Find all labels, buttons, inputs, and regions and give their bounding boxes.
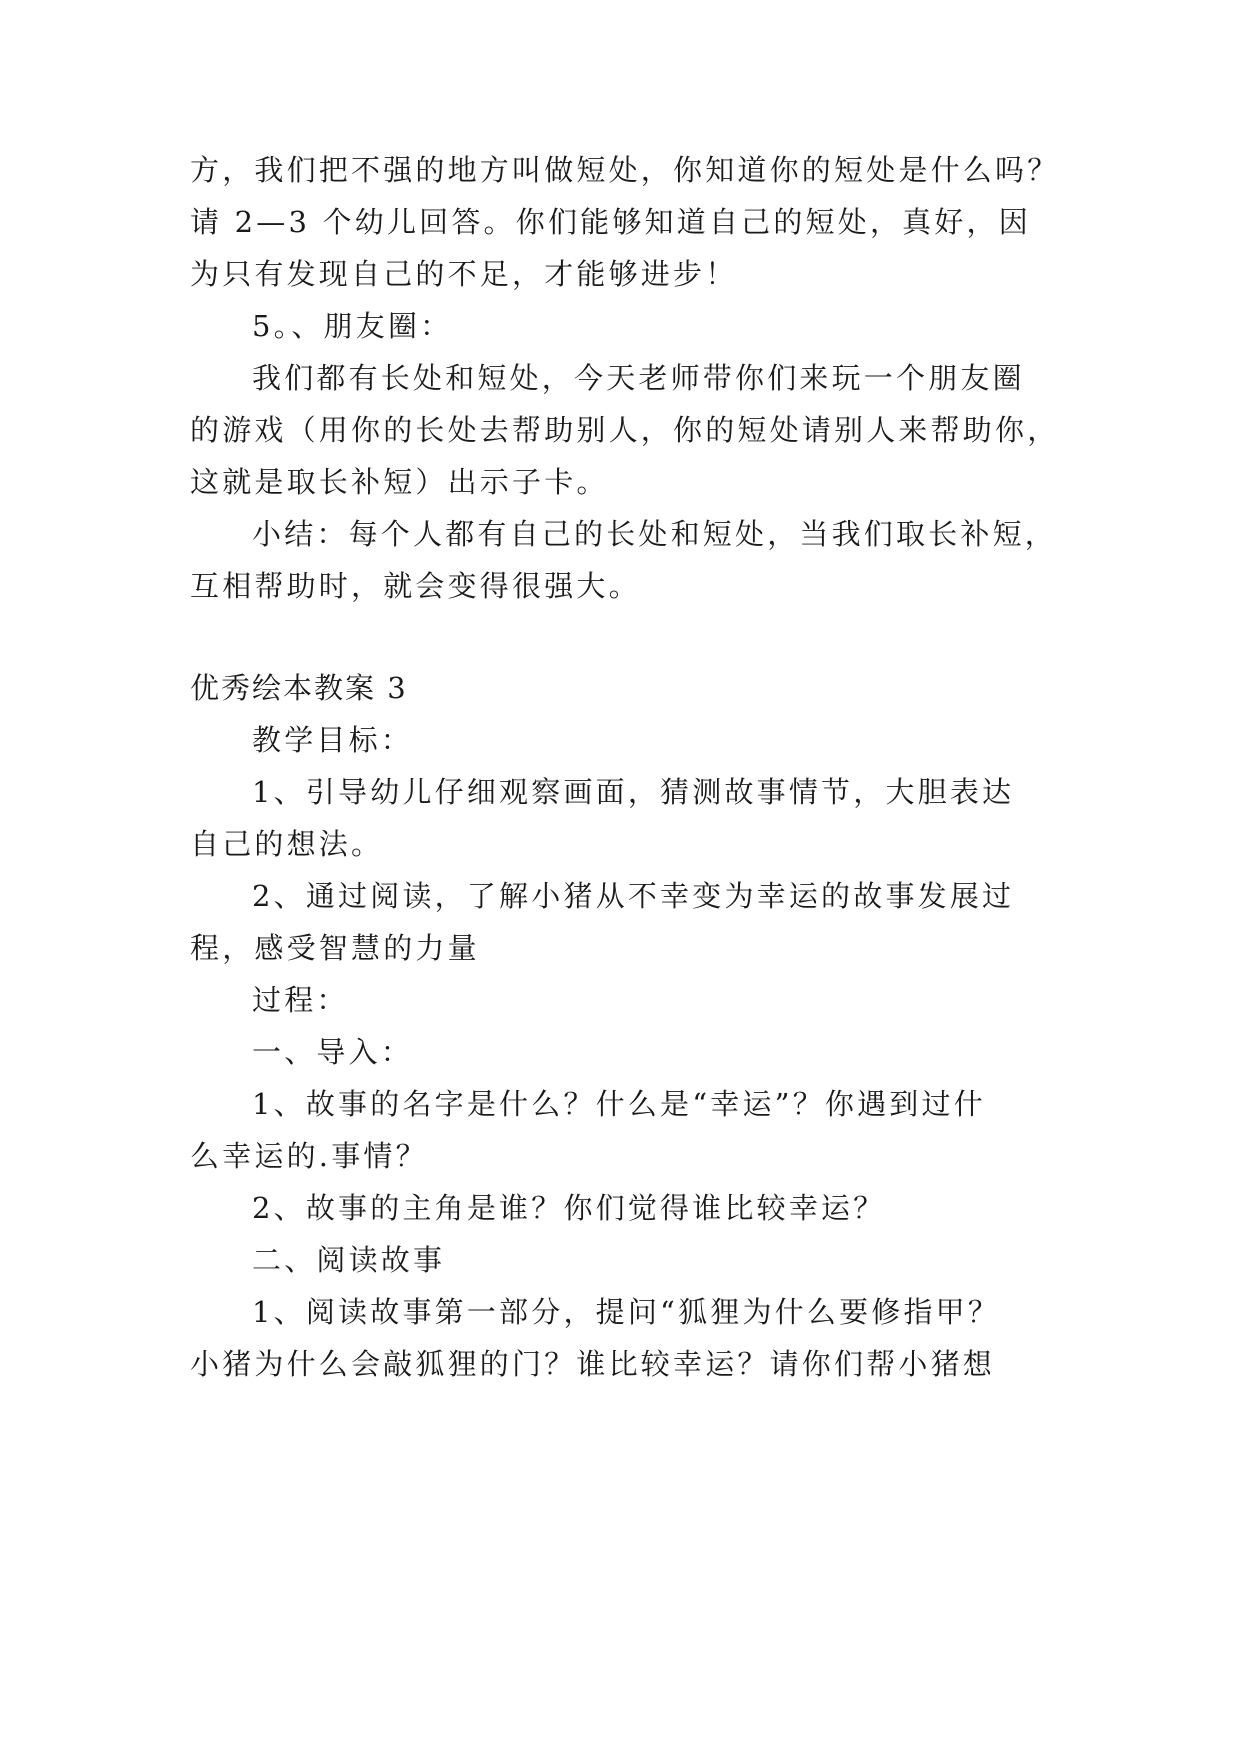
paragraph-line: 程，感受智慧的力量 [190, 931, 480, 965]
paragraph-line: 1、阅读故事第一部分，提问“狐狸为什么要修指甲？ [252, 1295, 1001, 1329]
paragraph-line: 我们都有长处和短处，今天老师带你们来玩一个朋友圈 [252, 361, 1025, 395]
section-label: 教学目标： [252, 723, 414, 757]
paragraph-line: 1、引导幼儿仔细观察画面，猜测故事情节，大胆表达 [252, 775, 1015, 809]
section-label: 一、导入： [252, 1035, 414, 1069]
paragraph-line: 1、故事的名字是什么？什么是“幸运”？你遇到过什 [252, 1087, 986, 1121]
paragraph-line: 为只有发现自己的不足，才能够进步！ [190, 257, 738, 291]
paragraph-line: 这就是取长补短）出示子卡。 [190, 465, 609, 499]
paragraph-line: 请 2—3 个幼儿回答。你们能够知道自己的短处，真好，因 [190, 205, 1031, 239]
paragraph-line: 自己的想法。 [190, 827, 384, 861]
paragraph-line: 小结：每个人都有自己的长处和短处，当我们取长补短， [252, 517, 1058, 551]
paragraph-line: 么幸运的.事情？ [190, 1139, 428, 1173]
paragraph-line: 方，我们把不强的地方叫做短处，你知道你的短处是什么吗？ [190, 153, 1060, 187]
paragraph-line: 2、通过阅读，了解小猪从不幸变为幸运的故事发展过 [252, 879, 1015, 913]
paragraph-line: 的游戏（用你的长处去帮助别人，你的短处请别人来帮助你， [190, 413, 1060, 447]
section-heading: 优秀绘本教案 3 [190, 671, 408, 705]
section-label: 5。、朋友圈： [252, 309, 453, 343]
paragraph-line: 小猪为什么会敲狐狸的门？谁比较幸运？请你们帮小猪想 [190, 1347, 996, 1381]
section-label: 二、阅读故事 [252, 1243, 446, 1277]
section-label: 过程： [252, 983, 349, 1017]
paragraph-line: 互相帮助时，就会变得很强大。 [190, 569, 641, 603]
paragraph-line: 2、故事的主角是谁？你们觉得谁比较幸运？ [252, 1191, 886, 1225]
